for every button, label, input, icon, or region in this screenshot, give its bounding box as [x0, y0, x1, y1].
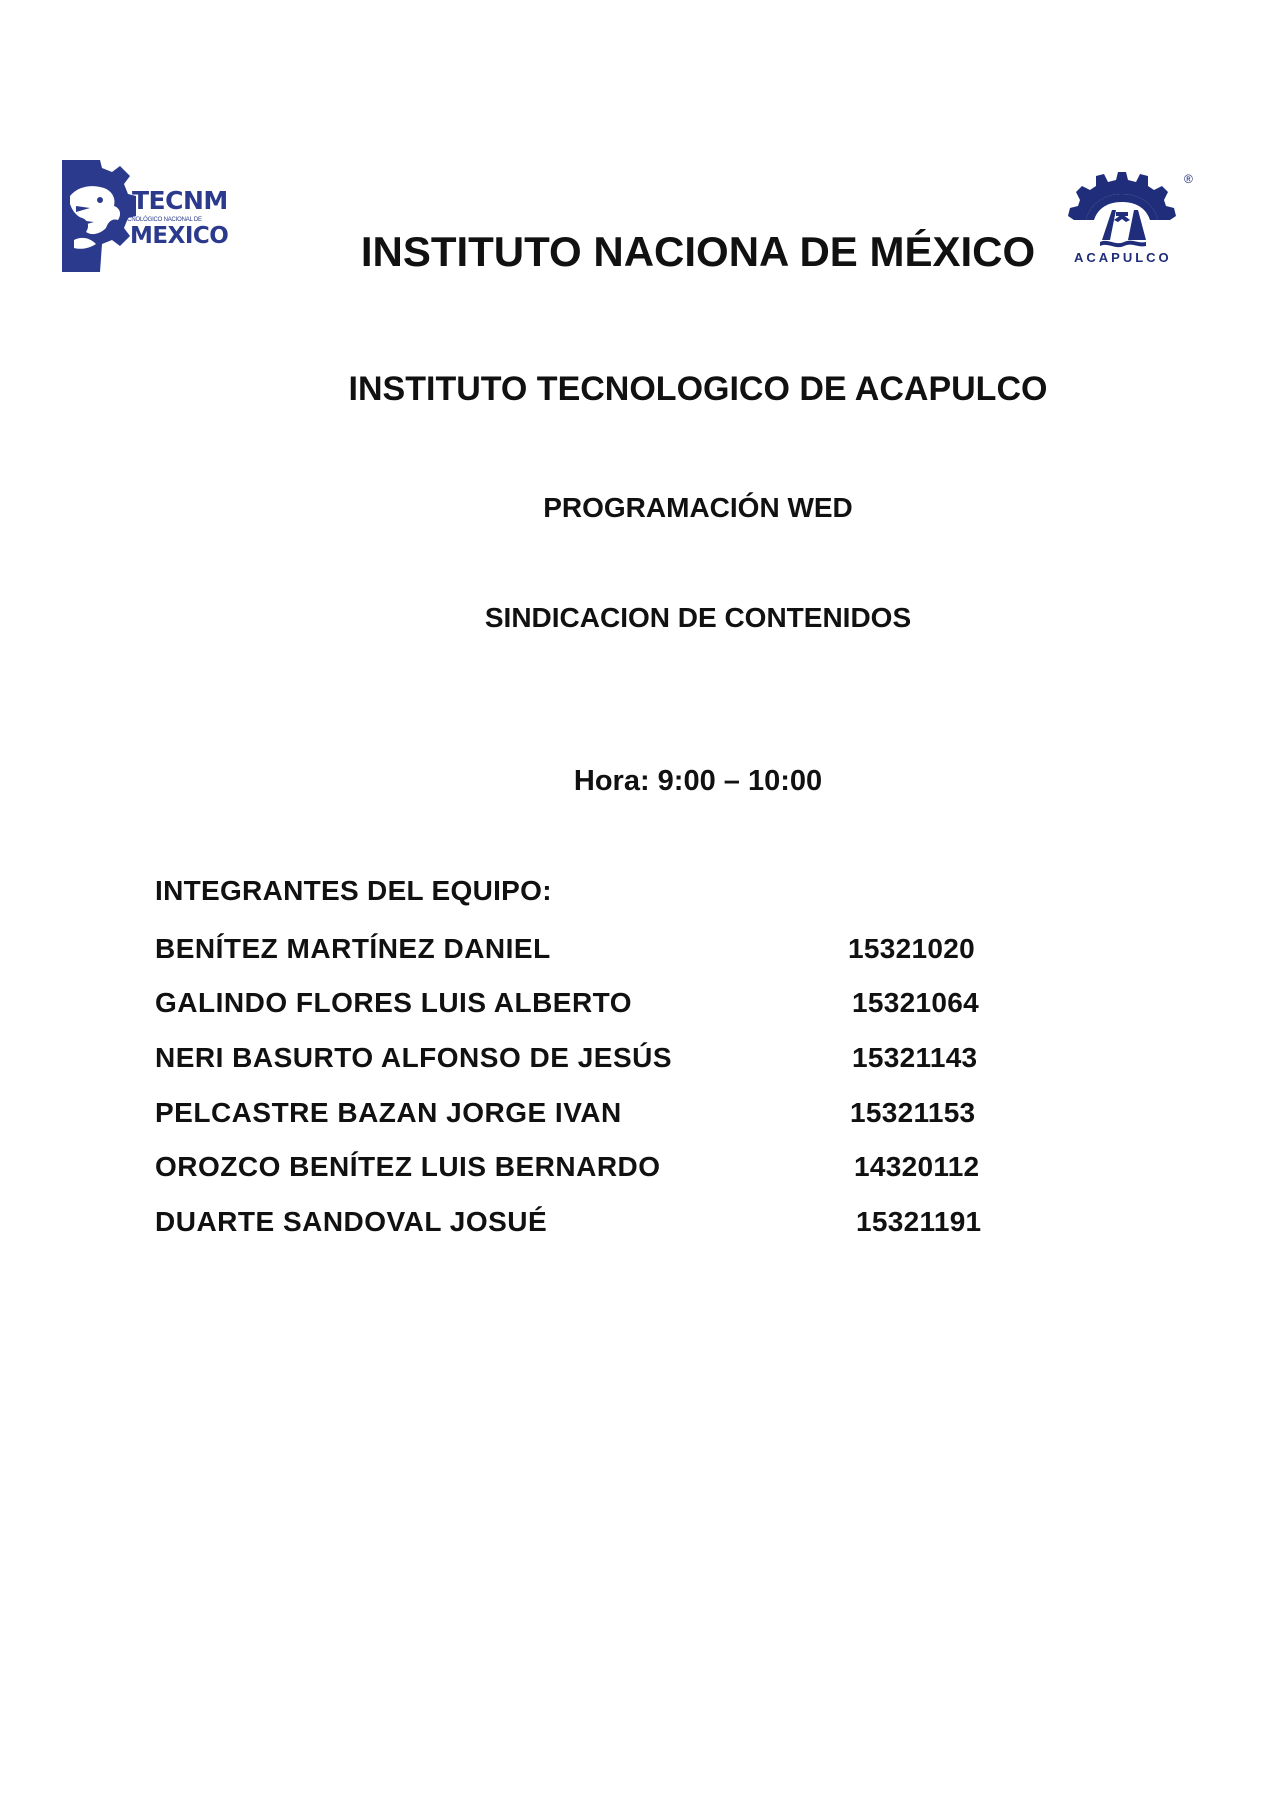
class-schedule: Hora: 9:00 – 10:00	[573, 765, 823, 797]
acapulco-registered-mark: ®	[1184, 172, 1193, 186]
member-name: BENÍTEZ MARTÍNEZ DANIEL	[155, 933, 551, 964]
team-heading: INTEGRANTES DEL EQUIPO:	[155, 875, 552, 906]
member-name: DUARTE SANDOVAL JOSUÉ	[155, 1206, 548, 1237]
acapulco-logo-text: ACAPULCO	[1074, 250, 1172, 265]
member-name: NERI BASURTO ALFONSO DE JESÚS	[155, 1042, 673, 1073]
team-member-row	[155, 1038, 995, 1078]
member-id: 15321153	[850, 1097, 976, 1128]
member-name: GALINDO FLORES LUIS ALBERTO	[155, 987, 633, 1018]
team-member-row	[155, 1093, 995, 1133]
member-id: 15321020	[848, 933, 975, 964]
member-id: 15321064	[852, 987, 979, 1018]
team-member-row	[155, 929, 995, 969]
member-id: 14320112	[854, 1151, 980, 1182]
tecnm-logo-small-text: TECNOLÓGICO NACIONAL DE	[120, 217, 202, 223]
team-member-row	[155, 983, 995, 1023]
tecnm-logo-country-text: MEXICO	[130, 223, 229, 249]
topic-title: SINDICACION DE CONTENIDOS	[484, 602, 912, 633]
team-member-row	[155, 1147, 995, 1187]
member-name: PELCASTRE BAZAN JORGE IVAN	[155, 1097, 622, 1128]
page-title: INSTITUTO NACIONA DE MÉXICO	[360, 228, 1036, 275]
team-member-row	[155, 1202, 995, 1242]
member-id: 15321143	[852, 1042, 978, 1073]
tecnm-logo-main-text: TECNM	[132, 186, 228, 215]
course-name: PROGRAMACIÓN WED	[543, 492, 853, 523]
institute-subtitle: INSTITUTO TECNOLOGICO DE ACAPULCO	[348, 370, 1048, 408]
member-id: 15321191	[856, 1206, 982, 1237]
member-name: OROZCO BENÍTEZ LUIS BERNARDO	[155, 1151, 661, 1182]
